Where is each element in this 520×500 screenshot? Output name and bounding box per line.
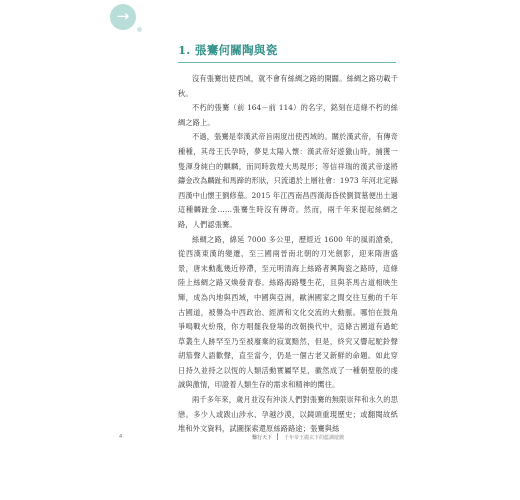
page-footer xyxy=(0,434,520,448)
paragraph: 不過，張騫是奉漢武帝旨兩度出使西域的。關於漢武帝，有傳奇種種，其母王氏孕時，夢見太陽入懷：漢武帝好遊獵山時，捕獲一隻渾身純白的麒麟，而同時敦煌大馬現形；等信祥瑞的漢武帝遂將鑄金改為麟趾和馬蹄的形狀，只流通於上層社會：1973 年河北定縣西漢中山懷王劉修墓。2015 年江西南昌西漢海昏侯劉賀墓便出土過這種麟趾金……張騫生時沒有傳奇。然而，兩千年來提起絲綢之路，人們認張騫。 xyxy=(178,132,398,229)
title-underline xyxy=(178,62,396,63)
section-title: 1. 張騫何關陶與瓷 xyxy=(178,43,278,57)
paragraph: 不朽的張騫（前 164－前 114）的名字，銘刻在這條不朽的絲綢之路上。 xyxy=(178,103,398,127)
decorative-dot xyxy=(137,27,142,32)
running-subtitle: 千年帝王麗玄下的藍調遊戲 xyxy=(284,435,345,441)
paragraph: 絲綢之路，綿延 7000 多公里，歷經近 1600 年的風雨滄桑，從西漢東漢的變遷，至三國兩晉南北朝的刀光劍影，迎來隋唐盛景，唐末動亂幾近停滯，至元明清海上絲路者興陶瓷之路時，這條陸上絲綢之路又煥發青春。絲路海路雙生花，且與茶馬古道相映生輝，成為內地與西域，中國與亞洲，歐洲國家之間交往互動的千年古國道，被譽為中西政治、經濟和文化交流的大動脈。哪怕在鼓角爭鳴戰火紛飛，你方唱罷我登場的改朝換代中，這條古國道有過蛇草叢生人跡罕至乃至被廢棄的寂寞黯然，但是，終究又響起駝鈴聲胡笳聲人語歡聲，直至當今，仍是一個古老又新鮮的命題。如此穿日持久並持之以恆的人類活動實屬罕見，徽然成了一種朝聖般的虔誠與激情，印證着人類生存的需求和精神的嚮往。 xyxy=(178,234,398,390)
footer-divider xyxy=(277,433,278,440)
running-title: 鑿行天下 xyxy=(252,435,273,441)
arrow-right-icon: → xyxy=(116,6,130,25)
paragraph: 沒有張騫出使西域，就不會有絲綢之路的開闢。絲綢之路功載千秋。 xyxy=(178,74,398,98)
article-body xyxy=(178,72,398,437)
paragraph: 兩千多年來，歲月並沒有沖淡人們對張騫的無限崇拜和永久的思戀。多少人或跋山涉水、孕越沙漠，以鏡頭重現歷史；或翻閱故紙堆和外文資料，試圖探索還原絲路路途；張騫與絲 xyxy=(178,395,398,434)
arrow-badge xyxy=(110,4,136,30)
page-number: 4 xyxy=(119,434,123,440)
